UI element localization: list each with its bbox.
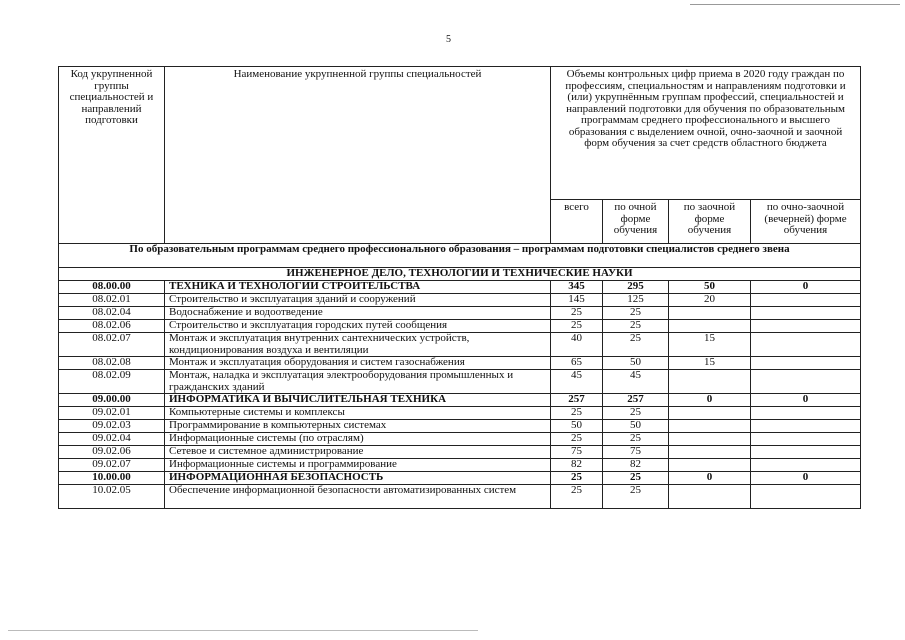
row-total: 345: [551, 281, 603, 294]
row-total: 82: [551, 459, 603, 472]
row-parttime: [751, 307, 861, 320]
row-name: Монтаж и эксплуатация внутренних сантехнических устройств, кондиционирования воздуха и вентиляции: [165, 333, 551, 357]
row-code: 08.00.00: [59, 281, 165, 294]
admission-table: [58, 66, 861, 509]
row-code: 08.02.08: [59, 357, 165, 370]
row-code: 10.00.00: [59, 472, 165, 485]
row-correspondence: [669, 459, 751, 472]
table-row: [59, 370, 861, 394]
row-total: 50: [551, 420, 603, 433]
row-name: Строительство и эксплуатация городских путей сообщения: [165, 320, 551, 333]
row-parttime: [751, 407, 861, 420]
row-fulltime: 25: [603, 307, 669, 320]
row-parttime: [751, 320, 861, 333]
row-fulltime: 25: [603, 485, 669, 509]
table-row: [59, 357, 861, 370]
row-name: Монтаж и эксплуатация оборудования и систем газоснабжения: [165, 357, 551, 370]
header-code: Код укрупненной группы специальностей и направлений подготовки: [59, 67, 165, 244]
header-volume: Объемы контрольных цифр приема в 2020 году граждан по профессиям, специальностям и направлениям подготовки и (или) укрупнённым группам профессий, специальностей и направлений подготовки для обучения по образовательным программам среднего профессионального и высшего образования с выделением очной, очно-заочной и заочной форм обучения за счет средств областного бюджета: [551, 67, 861, 200]
row-name: ИНФОРМАТИКА И ВЫЧИСЛИТЕЛЬНАЯ ТЕХНИКА: [165, 394, 551, 407]
row-fulltime: 295: [603, 281, 669, 294]
row-total: 145: [551, 294, 603, 307]
row-total: 25: [551, 433, 603, 446]
row-total: 25: [551, 407, 603, 420]
row-name: Программирование в компьютерных системах: [165, 420, 551, 433]
row-correspondence: [669, 433, 751, 446]
row-total: 75: [551, 446, 603, 459]
row-code: 08.02.01: [59, 294, 165, 307]
row-correspondence: [669, 420, 751, 433]
table-row: [59, 433, 861, 446]
row-correspondence: [669, 320, 751, 333]
row-correspondence: [669, 407, 751, 420]
row-code: 09.02.07: [59, 459, 165, 472]
row-correspondence: [669, 485, 751, 509]
table-row: [59, 446, 861, 459]
row-name: Сетевое и системное администрирование: [165, 446, 551, 459]
header-total: всего: [551, 200, 603, 244]
table-row: [59, 420, 861, 433]
table-row: [59, 333, 861, 357]
row-code: 08.02.06: [59, 320, 165, 333]
row-fulltime: 25: [603, 433, 669, 446]
row-correspondence: [669, 307, 751, 320]
row-total: 65: [551, 357, 603, 370]
bottom-rule: [8, 630, 478, 631]
row-parttime: [751, 446, 861, 459]
table-row: [59, 407, 861, 420]
row-code: 10.02.05: [59, 485, 165, 509]
row-name: Строительство и эксплуатация зданий и сооружений: [165, 294, 551, 307]
row-total: 25: [551, 485, 603, 509]
row-name: Водоснабжение и водоотведение: [165, 307, 551, 320]
row-parttime: [751, 485, 861, 509]
row-fulltime: 45: [603, 370, 669, 394]
row-total: 45: [551, 370, 603, 394]
row-name: Информационные системы и программирование: [165, 459, 551, 472]
row-code: 09.02.06: [59, 446, 165, 459]
row-total: 25: [551, 320, 603, 333]
row-fulltime: 25: [603, 333, 669, 357]
row-code: 09.02.01: [59, 407, 165, 420]
row-code: 09.02.03: [59, 420, 165, 433]
row-parttime: 0: [751, 394, 861, 407]
row-fulltime: 75: [603, 446, 669, 459]
row-name: Компьютерные системы и комплексы: [165, 407, 551, 420]
row-fulltime: 50: [603, 420, 669, 433]
table-row: [59, 472, 861, 485]
row-parttime: [751, 459, 861, 472]
row-fulltime: 25: [603, 407, 669, 420]
header-correspondence: по заочной форме обучения: [669, 200, 751, 244]
row-correspondence: 0: [669, 394, 751, 407]
row-parttime: [751, 433, 861, 446]
row-correspondence: 20: [669, 294, 751, 307]
row-code: 08.02.07: [59, 333, 165, 357]
row-parttime: [751, 333, 861, 357]
row-correspondence: 50: [669, 281, 751, 294]
row-name: Монтаж, наладка и эксплуатация электрооборудования промышленных и гражданских зданий: [165, 370, 551, 394]
row-parttime: [751, 370, 861, 394]
row-parttime: 0: [751, 281, 861, 294]
row-parttime: [751, 294, 861, 307]
row-name: Обеспечение информационной безопасности автоматизированных систем: [165, 485, 551, 509]
row-name: ИНФОРМАЦИОННАЯ БЕЗОПАСНОСТЬ: [165, 472, 551, 485]
row-parttime: 0: [751, 472, 861, 485]
row-parttime: [751, 357, 861, 370]
row-code: 08.02.09: [59, 370, 165, 394]
row-total: 25: [551, 307, 603, 320]
row-fulltime: 25: [603, 472, 669, 485]
row-fulltime: 25: [603, 320, 669, 333]
header-name: Наименование укрупненной группы специальностей: [165, 67, 551, 244]
row-total: 25: [551, 472, 603, 485]
row-parttime: [751, 420, 861, 433]
row-name: ТЕХНИКА И ТЕХНОЛОГИИ СТРОИТЕЛЬСТВА: [165, 281, 551, 294]
table-row: [59, 394, 861, 407]
table-row: [59, 294, 861, 307]
row-correspondence: [669, 446, 751, 459]
row-correspondence: 0: [669, 472, 751, 485]
section-area: ИНЖЕНЕРНОЕ ДЕЛО, ТЕХНОЛОГИИ И ТЕХНИЧЕСКИЕ НАУКИ: [59, 268, 861, 281]
row-total: 257: [551, 394, 603, 407]
table-row: [59, 320, 861, 333]
table-row: [59, 485, 861, 509]
section-program: По образовательным программам среднего профессионального образования – программам подготовки специалистов среднего звена: [59, 244, 861, 268]
row-code: 09.02.04: [59, 433, 165, 446]
row-code: 09.00.00: [59, 394, 165, 407]
header-fulltime: по очной форме обучения: [603, 200, 669, 244]
table-body: [59, 281, 861, 509]
row-fulltime: 82: [603, 459, 669, 472]
row-total: 40: [551, 333, 603, 357]
top-rule: [690, 4, 900, 5]
row-correspondence: [669, 370, 751, 394]
row-correspondence: 15: [669, 333, 751, 357]
row-code: 08.02.04: [59, 307, 165, 320]
row-correspondence: 15: [669, 357, 751, 370]
header-parttime: по очно-заочной (вечерней) форме обучения: [751, 200, 861, 244]
table-row: [59, 459, 861, 472]
row-fulltime: 257: [603, 394, 669, 407]
row-name: Информационные системы (по отраслям): [165, 433, 551, 446]
page-number: 5: [446, 34, 451, 45]
row-fulltime: 50: [603, 357, 669, 370]
table-row: [59, 307, 861, 320]
table-row: [59, 281, 861, 294]
row-fulltime: 125: [603, 294, 669, 307]
